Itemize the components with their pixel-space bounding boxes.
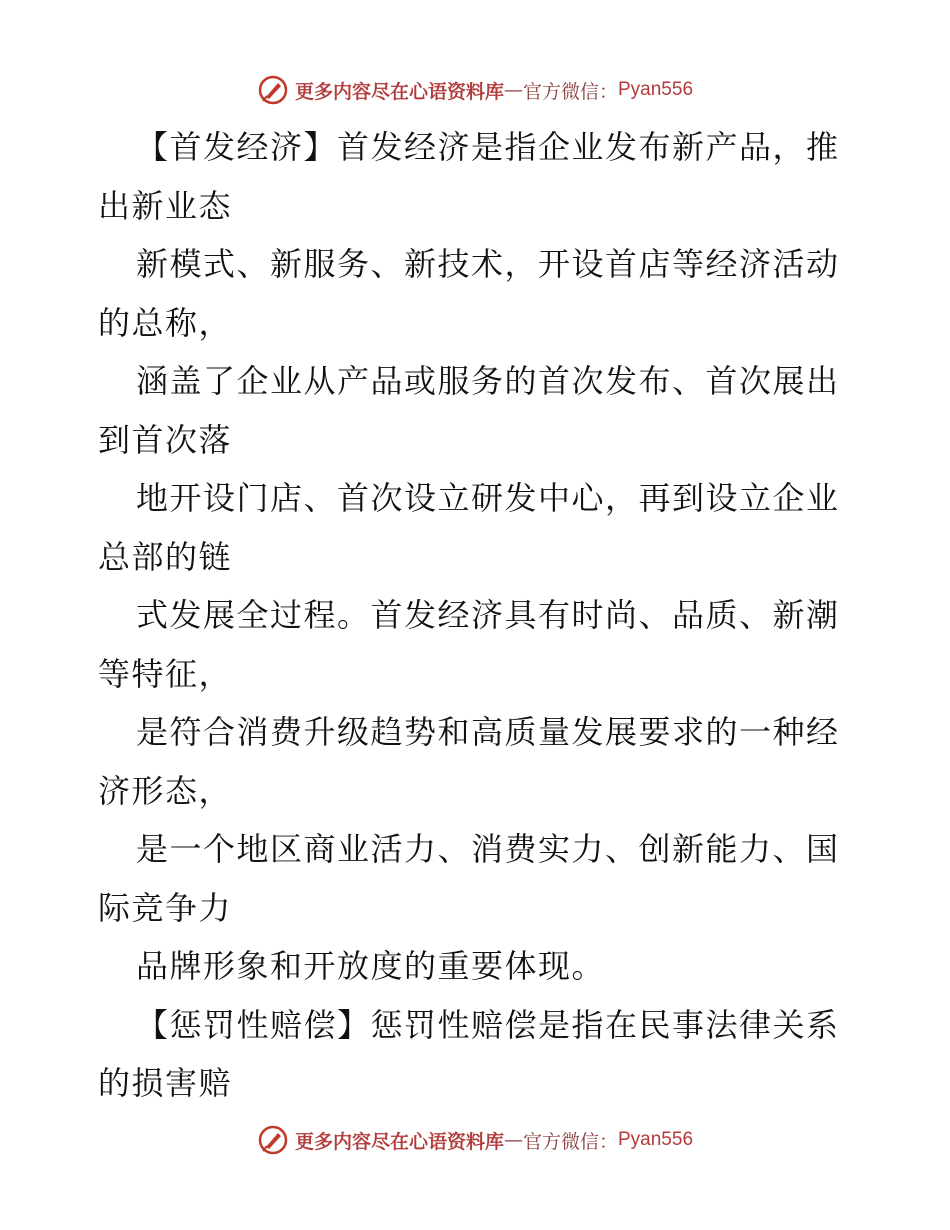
text-line: 总部的链	[98, 537, 233, 576]
watermark-wechat-id: Pyan556	[618, 1129, 694, 1150]
text-line: 新模式、新服务、新技术，开设首店等经济活动	[136, 245, 840, 283]
text-line: 的总称，	[98, 303, 233, 342]
text-line: 际竞争力	[98, 888, 233, 927]
text-line: 涵盖了企业从产品或服务的首次发布、首次展出	[136, 362, 840, 400]
document-body	[98, 118, 858, 1113]
text-line: 地开设门店、首次设立研发中心，再到设立企业	[136, 479, 840, 517]
text-line: 等特征，	[98, 654, 233, 693]
text-line: 【首发经济】首发经济是指企业发布新产品，推	[136, 128, 840, 166]
text-line: 是符合消费升级趋势和高质量发展要求的一种经	[136, 713, 840, 751]
watermark-sub-text: 官方微信：	[522, 80, 618, 103]
watermark-footer	[0, 1122, 950, 1158]
watermark-wechat-id: Pyan556	[618, 79, 694, 100]
watermark-sub-text: 官方微信：	[522, 1130, 618, 1153]
watermark-separator: —	[503, 1129, 523, 1151]
watermark-main-text: 更多内容尽在心语资料库	[294, 80, 504, 103]
text-line: 出新业态	[98, 186, 233, 225]
text-line: 式发展全过程。首发经济具有时尚、品质、新潮	[136, 596, 840, 634]
quill-logo-icon	[257, 74, 289, 106]
text-line: 的损害赔	[98, 1064, 233, 1102]
watermark-separator: —	[503, 79, 523, 101]
text-line: 济形态，	[98, 771, 233, 810]
text-line: 是一个地区商业活力、消费实力、创新能力、国	[136, 830, 840, 868]
watermark-header	[0, 72, 950, 108]
quill-logo-icon	[257, 1124, 289, 1156]
text-line: 【惩罚性赔偿】惩罚性赔偿是指在民事法律关系	[136, 1005, 840, 1044]
text-line: 品牌形象和开放度的重要体现。	[136, 947, 606, 985]
text-line: 到首次落	[98, 420, 233, 459]
watermark-main-text: 更多内容尽在心语资料库	[294, 1130, 504, 1153]
